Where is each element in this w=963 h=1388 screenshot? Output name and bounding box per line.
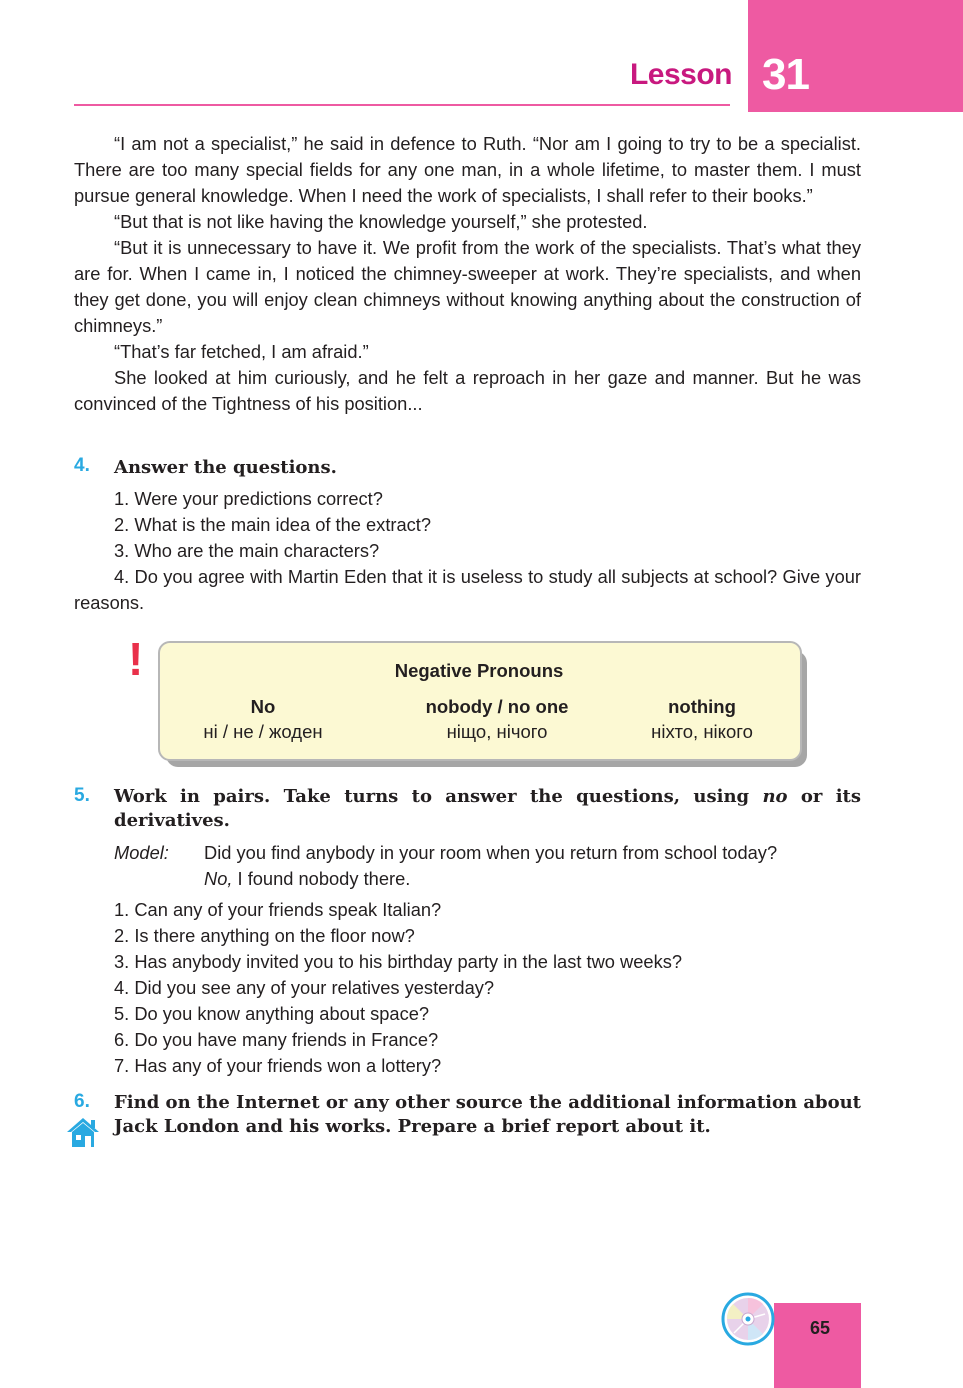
grammar-translation: ніхто, нікого bbox=[651, 721, 753, 742]
grammar-box-title: Negative Pronouns bbox=[394, 660, 564, 681]
grammar-term: nothing bbox=[668, 696, 736, 717]
header-divider bbox=[74, 104, 730, 106]
grammar-term: No bbox=[250, 696, 276, 717]
page-number-bar bbox=[774, 1303, 861, 1388]
model-label: Model: bbox=[114, 842, 169, 863]
list-item: 3. Who are the main characters? bbox=[114, 540, 380, 561]
task-4-heading: Answer the questions. bbox=[114, 457, 337, 478]
model-answer-italic: No, bbox=[204, 868, 233, 889]
page-number: 65 bbox=[809, 1318, 831, 1338]
task-4-question-4 bbox=[74, 564, 861, 616]
list-item: 4. Did you see any of your relatives yesterday? bbox=[114, 977, 495, 998]
reading-passage bbox=[74, 131, 861, 417]
list-item: 4. Do you agree with Martin Eden that it is useless to study all subjects at school? Give your reasons. bbox=[74, 566, 861, 613]
task-5-heading-text: Work in pairs. Take turns to answer the questions, using bbox=[114, 786, 763, 807]
passage-paragraph: She looked at him curiously, and he felt a reproach in her gaze and manner. But he was convinced of the Tightness of his position... bbox=[74, 367, 861, 414]
grammar-translation: нiщо, нічого bbox=[446, 721, 548, 742]
model-answer-text: I found nobody there. bbox=[232, 868, 411, 889]
model-question: Did you find anybody in your room when you return from school today? bbox=[204, 842, 778, 863]
task-5-heading bbox=[114, 785, 861, 833]
list-item: 5. Do you know anything about space? bbox=[114, 1003, 430, 1024]
task-5-number: 5. bbox=[74, 785, 90, 806]
list-item: 2. What is the main idea of the extract? bbox=[114, 514, 432, 535]
task-5-questions bbox=[114, 897, 861, 1079]
grammar-term: nobody / no one bbox=[425, 696, 569, 717]
grammar-translation: ні / не / жоден bbox=[203, 721, 323, 742]
list-item: 6. Do you have many friends in France? bbox=[114, 1029, 439, 1050]
list-item: 1. Were your predictions correct? bbox=[114, 488, 383, 509]
lesson-label: Lesson bbox=[629, 58, 732, 91]
home-icon bbox=[66, 1116, 100, 1148]
passage-paragraph: “I am not a specialist,” he said in defence to Ruth. “Nor am I going to try to be a specialist. There are too many special fields for any one man, in a whole lifetime, to master them. I must pursue general knowledge. When I need the work of specialists, I shall refer to their books.” bbox=[74, 133, 861, 206]
grammar-column bbox=[602, 694, 802, 744]
task-4-questions bbox=[114, 486, 861, 564]
task-6-number: 6. bbox=[74, 1091, 90, 1112]
list-item: 3. Has anybody invited you to his birthday party in the last two weeks? bbox=[114, 951, 683, 972]
list-item: 1. Can any of your friends speak Italian? bbox=[114, 899, 442, 920]
grammar-column bbox=[163, 694, 363, 744]
task-6-heading: Find on the Internet or any other source the additional information about Jack London and his works. Prepare a brief report about it. bbox=[114, 1092, 861, 1137]
list-item: 2. Is there anything on the floor now? bbox=[114, 925, 415, 946]
grammar-column bbox=[391, 694, 603, 744]
task-4-number: 4. bbox=[74, 455, 90, 476]
list-item: 7. Has any of your friends won a lottery? bbox=[114, 1055, 442, 1076]
exclamation-icon: ! bbox=[128, 633, 144, 685]
cd-disc-icon bbox=[721, 1292, 775, 1346]
passage-paragraph: “But that is not like having the knowledge yourself,” she protested. bbox=[114, 211, 648, 232]
model-answer bbox=[204, 866, 864, 892]
model-example bbox=[204, 840, 864, 892]
passage-paragraph: “That’s far fetched, I am afraid.” bbox=[114, 341, 369, 362]
task-5-heading-italic: no bbox=[762, 786, 788, 807]
passage-paragraph: “But it is unnecessary to have it. We profit from the work of the specialists. That’s what they are for. When I came in, I noticed the chimney-sweeper at work. They’re specialists, and when they get done, you will enjoy clean chimneys without knowing anything about the construction of chimneys.” bbox=[74, 237, 861, 336]
lesson-number: 31 bbox=[762, 50, 809, 99]
task-5-heading-text: or its derivatives. bbox=[114, 786, 861, 831]
